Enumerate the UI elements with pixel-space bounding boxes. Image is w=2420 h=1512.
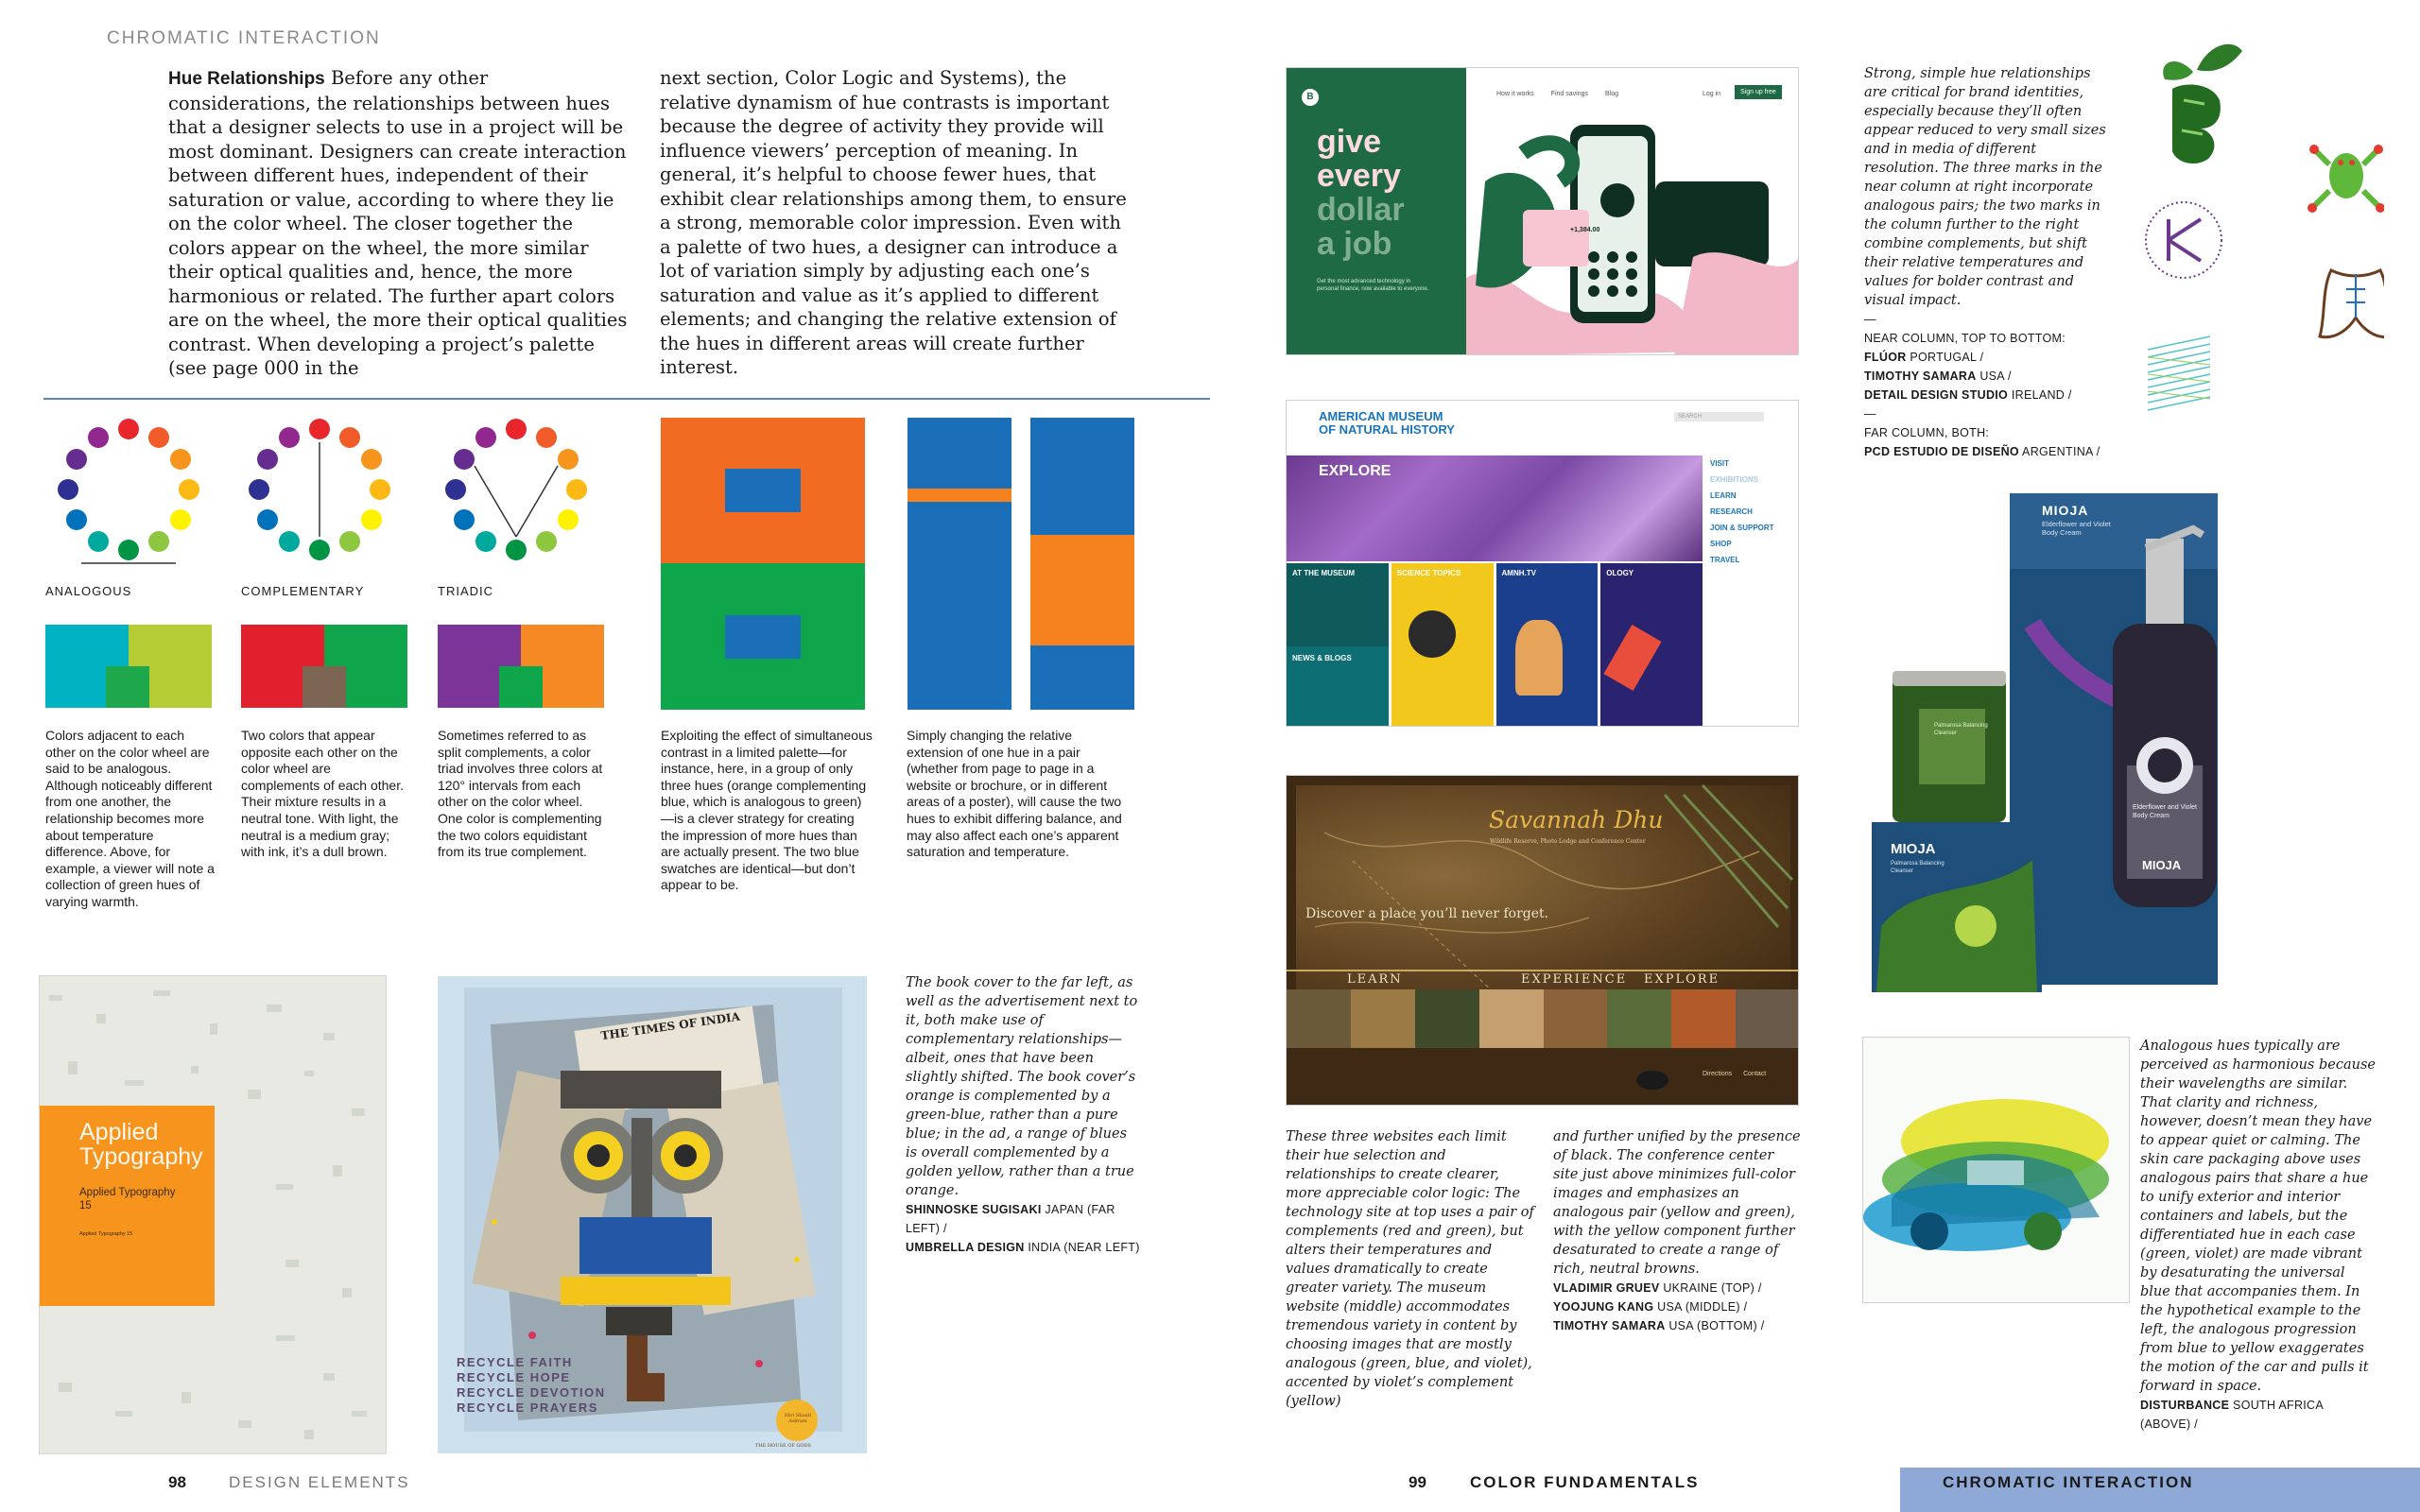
site3-photo [1671,989,1736,1048]
swatch-complementary-center [302,666,346,708]
credit-rest: JAPAN (FAR LEFT) / [906,1203,1115,1235]
book-caption-text: The book cover to the far left, as well as the advertisement next to it, both make use of complementary relationships—albeit, ones that have been slightly shifted. The book cover’s orange is complemented by a green-blue, rather than a pure blue; in the ad, a range of blues is overall complemented by a golden yellow, rather than a true orange. [906,975,1138,1198]
poster-newspaper-masthead: THE TIMES OF INDIA [599,1009,741,1043]
credit-rest: ARGENTINA / [2018,445,2100,458]
marks-far-credit [1864,442,2108,461]
site2-nav-item[interactable]: EXHIBITIONS [1710,475,1759,484]
book-caption [906,973,1142,1257]
simultaneous-blue-swatch-bottom [725,615,801,659]
box-product-name: Elderflower and Violet Body Cream [2042,520,2111,537]
websites-caption-text: and further unified by the presence of black. The conference center site just above minimizes full-color images and emphasizes an analogous pair (yellow and green), with the yellow component further desaturated to create a range of rich, neutral browns. [1553,1129,1801,1277]
credit-name: TIMOTHY SAMARA [1553,1319,1666,1332]
website-budget-screenshot [1286,67,1799,355]
site2-nav-item[interactable]: TRAVEL [1710,556,1740,564]
extension-left-panel [908,418,1011,710]
box-front-label: Palmarosa Balancing Cleanser [1891,861,1945,874]
site3-photo [1351,989,1415,1048]
site3-footer-link[interactable]: Contact [1743,1071,1767,1077]
credit-name: PCD ESTUDIO DE DISEÑO [1864,445,2019,458]
book-caption-credit-1 [906,1200,1142,1238]
poster-slogan-2: RECYCLE HOPE [457,1370,571,1384]
site1-headline-line: every [1317,158,1401,194]
running-head: CHROMATIC INTERACTION [107,28,381,48]
packaging-photo [1872,482,2377,997]
site2-side-nav [1710,455,1774,568]
poster-seal-sub: THE HOUSE OF GODS [755,1443,811,1449]
marks-caption [1864,64,2108,461]
credit-rest: USA (BOTTOM) / [1665,1319,1765,1332]
websites-caption-col2 [1553,1127,1801,1335]
marks-divider: — [1864,313,1876,326]
car-motion-image [1862,1037,2130,1303]
caption-extension: Simply changing the relative extension of one hue in a pair (whether from page to page in a website or brochure, or in different areas of a poster), will cause the two hues to exhibit differing balance, and may also affect each one’s apparent saturation and temperature. [907,728,1122,860]
site3-photo [1287,989,1351,1048]
websites-credit-2 [1553,1297,1801,1316]
credit-name: SHINNOSKE SUGISAKI [906,1203,1042,1216]
book-title [79,1120,203,1169]
credit-name: TIMOTHY SAMARA [1864,369,1977,383]
label-complementary: COMPLEMENTARY [241,584,365,598]
site3-tagline: Discover a place you’ll never forget. [1305,906,1549,921]
marks-divider: — [1864,407,1876,421]
site1-nav-item[interactable]: Blog [1604,91,1618,97]
sprout-mark [2163,44,2242,163]
site2-nav-item[interactable]: RESEARCH [1710,507,1753,516]
site3-photo [1415,989,1479,1048]
extension-right-band [1030,535,1134,645]
bottle-brand: MIOJA [2142,858,2182,872]
car-motion-illustration [1863,1038,2130,1303]
poster-slogan-3: RECYCLE DEVOTION [457,1385,606,1400]
credit-rest: UKRAINE (TOP) / [1659,1281,1762,1295]
site3-subtitle: Wildlife Reserve, Photo Lodge and Conference Center [1490,838,1646,845]
credit-name: UMBRELLA DESIGN [906,1241,1025,1254]
site3-nav-experience[interactable]: EXPERIENCE [1521,972,1628,987]
credit-rest: SOUTH AFRICA (ABOVE) / [2140,1399,2324,1431]
marks-credit-3 [1864,386,2108,404]
site2-tile-label: AT THE MUSEUM [1292,569,1356,577]
bottle-label: Elderflower and Violet Body Cream [2133,804,2197,819]
site2-tile-label: SCIENCE TOPICS [1396,569,1461,577]
extension-left-band [908,489,1011,502]
footer-section-right: COLOR FUNDAMENTALS [1470,1473,1700,1491]
lines-mark [2148,336,2210,410]
site2-tile-label: OLOGY [1606,569,1634,577]
book-subtitle-line-1: Applied Typography [79,1187,176,1198]
intro-column-1 [168,66,631,381]
caption-simultaneous: Exploiting the effect of simultaneous contrast in a limited palette—for instance, here, in a group of only three hues (orange complementing blue, which is analogous to green)—is a clever strategy for creating the impression of more hues than are actually present. The two blue swatches are identical—but don’t appear to be. [661,728,873,893]
color-wheels [43,404,630,593]
poster-slogan-1: RECYCLE FAITH [457,1355,573,1369]
caption-triadic: Sometimes referred to as split complements, a color triad involves three colors at 120° intervals from each other on the color wheel. One color is complementing the two colors equidistant from its true complement. [438,728,603,860]
site2-nav-item[interactable]: JOIN & SUPPORT [1710,524,1774,532]
credit-name: DISTURBANCE [2140,1399,2230,1412]
site1-nav-item[interactable]: How it works [1496,91,1534,97]
leather-mark [2320,270,2384,337]
complementary-wheel [249,419,390,560]
site2-title [1319,410,1455,437]
simultaneous-blue-swatch-top [725,469,801,512]
frog-mark [2308,145,2384,213]
swatch-triadic-center [499,666,543,708]
site2-portrait [1515,620,1563,696]
site1-subtext: Get the most advanced technology in personal finance, now available to everyone. [1317,279,1429,292]
site1-nav-item[interactable]: Find savings [1550,91,1588,97]
site3-nav-rule [1287,970,1799,971]
car-caption [2140,1037,2377,1434]
intro-text-1: Before any other considerations, the relationships between hues that a designer selects to use in a project will be most dominant. Designers can create interaction between different hues, independent of their saturation or value, according to where they lie on the color wheel. The closer together the colors appear on the wheel, the more similar their optical qualities and, hence, the more harmonious or related. The further apart colors are on the wheel, the more their optical qualities contrast. When developing a project’s palette (see page 000 in the [168,67,628,379]
site3-footer-link[interactable]: Directions [1703,1071,1733,1077]
credit-name: YOOJUNG KANG [1553,1300,1654,1314]
site3-photo [1479,989,1544,1048]
site3-photo-strip [1287,989,1799,1048]
credit-rest: INDIA (NEAR LEFT) [1024,1241,1140,1254]
book-title-line-2: Typography [79,1143,203,1170]
credit-rest: USA / [1976,369,2012,383]
website-museum-screenshot [1286,400,1799,727]
site1-headline-line: give [1317,124,1382,160]
book-subtitle [79,1186,175,1212]
packaging-illustration [1872,482,2377,997]
marks-credit-2 [1864,367,2108,386]
site2-hero-title: EXPLORE [1319,463,1392,479]
marks-credit-1 [1864,348,2108,367]
caption-complementary: Two colors that appear opposite each other on the color wheel are complements of each other. Their mixture results in a neutral tone. With light, the neutral is a medium gray; with ink, it’s a dull brown. [241,728,404,860]
monogram-mark [2146,202,2221,278]
box-brand: MIOJA [2042,503,2089,518]
credit-rest: PORTUGAL / [1906,351,1984,364]
site2-tile-label: NEWS & BLOGS [1292,654,1352,662]
page-number-right: 99 [1409,1473,1426,1491]
site1-headline-line: a job [1317,226,1392,262]
site2-tile-science[interactable] [1392,563,1494,727]
site2-nav-item[interactable]: LEARN [1710,491,1737,500]
analogous-wheel [58,419,199,563]
credit-rest: USA (MIDDLE) / [1653,1300,1748,1314]
site2-title-line: AMERICAN MUSEUM [1319,409,1443,423]
poster-slogans [457,1355,606,1416]
site2-nav-item[interactable]: VISIT [1710,459,1730,468]
book-tiny-text: Applied Typography 15 [79,1231,133,1237]
caption-analogous: Colors adjacent to each other on the color wheel are said to be analogous. Although noticeably different from one another, the relationship becomes more about temperature difference. Above, for example, a viewer will note a collection of green hues of varying warmth. [45,728,215,909]
book-title-line-1: Applied [79,1119,159,1145]
credit-name: FLÚOR [1864,351,1907,364]
footer-section-left: DESIGN ELEMENTS [229,1473,410,1491]
page-number-left: 98 [168,1473,186,1491]
footer-tab [1900,1468,2420,1512]
websites-credit-3 [1553,1316,1801,1335]
swatch-analogous-center [106,666,149,708]
intro-heading: Hue Relationships [168,69,325,89]
site3-nav-explore[interactable]: EXPLORE [1644,972,1720,987]
site3-nav-learn[interactable]: LEARN [1347,972,1403,987]
site3-photo [1736,989,1799,1048]
poster-seal: Shri Shanti Ashram [784,1413,812,1424]
site1-illustration [1466,68,1799,355]
credit-name: VLADIMIR GRUEV [1553,1281,1660,1295]
site2-meteorite [1409,610,1456,658]
credit-rest: IRELAND / [2008,388,2072,402]
marks-far-label: FAR COLUMN, BOTH: [1864,426,1990,439]
book-caption-credit-2 [906,1238,1142,1257]
site2-tile-row [1287,563,1703,727]
site2-nav-item[interactable]: SHOP [1710,540,1732,548]
site1-logo: B [1302,89,1319,106]
jar-label: Palmarosa Balancing Cleanser [1934,723,1988,736]
credit-name: DETAIL DESIGN STUDIO [1864,388,2009,402]
section-rule [43,398,1210,400]
site3-photo [1544,989,1608,1048]
site2-search-input[interactable]: SEARCH [1674,412,1764,421]
triadic-wheel [445,419,587,560]
label-triadic: TRIADIC [438,584,493,598]
site2-tile-label: AMNH.TV [1501,569,1536,577]
websites-credit-1 [1553,1279,1801,1297]
site3-footer-links [1703,1071,1766,1077]
book-subtitle-line-2: 15 [79,1200,92,1211]
box-front-brand: MIOJA [1891,841,1936,857]
site3-photo [1607,989,1671,1048]
brand-marks [2138,25,2384,412]
marks-caption-text: Strong, simple hue relationships are critical for brand identities, especially because they’ll often appear reduced to very small sizes and in media of different resolution. The three marks in the near column at right incorporate analogous pairs; the two marks in the column further to the right combine complements, but shift their relative temperatures and values for bolder contrast and visual impact. [1864,66,2106,308]
site1-login[interactable]: Log in [1703,91,1721,97]
site1-headline-line: dollar [1317,192,1405,228]
website-savannah-screenshot [1286,775,1799,1106]
site3-stone [1636,1071,1668,1090]
label-analogous: ANALOGOUS [45,584,132,598]
site3-logo: Savannah Dhu [1489,806,1664,833]
poster-slogan-4: RECYCLE PRAYERS [457,1400,598,1415]
footer-tab-label: CHROMATIC INTERACTION [1943,1473,2194,1491]
site2-tile-amnhtv[interactable] [1496,563,1599,727]
car-caption-credit [2140,1396,2377,1434]
marks-near-label: NEAR COLUMN, TOP TO BOTTOM: [1864,332,2066,345]
site2-tile-museum[interactable] [1287,563,1389,727]
car-caption-text: Analogous hues typically are perceived as harmonious because their wavelengths are similar. That clarity and richness, however, doesn’t mean they have to appear quiet or calming. The skin care packaging above uses analogous pairs that share a hue to unify exterior and interior containers and labels, but the differentiated hue in each case (green, violet) are made vibrant by desaturating the universal blue that accompanies them. In the hypothetical example to the left, the analogous progression from blue to yellow exaggerates the motion of the car and pulls it forward in space. [2140,1039,2376,1394]
site2-tile-ology[interactable] [1600,563,1703,727]
site1-headline [1317,125,1405,261]
intro-column-2: next section, Color Logic and Systems), the relative dynamism of hue contrasts is important because the degree of activity they provide will influence viewers’ perception of meaning. In general, it’s helpful to choose fewer hues, that exhibit clear relationships among them, to ensure a strong, memorable color impression. Even with a palette of two hues, a designer can introduce a lot of variation simply by adjusting each one’s saturation and value as it’s applied to different elements; and changing the relative extension of the hues in different areas will create further interest. [660,67,1127,378]
site2-rocket [1604,625,1662,691]
site1-signup-button[interactable]: Sign up free [1735,85,1782,99]
site1-amount: +1,384.00 [1570,227,1600,233]
book-cover-image [40,976,386,1453]
recycle-poster-image [438,976,867,1453]
websites-caption-col1: These three websites each limit their hue selection and relationships to create clearer, more appreciable color logic: The technology site at top uses a pair of complements (red and green), but alters their temperatures and values dramatically to create greater variety. The museum website (middle) accommodates tremendous variety in content by choosing images that are mostly analogous (green, blue, and violet), accented by violet’s complement (yellow) [1286,1129,1534,1409]
site2-title-line: OF NATURAL HISTORY [1319,422,1455,437]
